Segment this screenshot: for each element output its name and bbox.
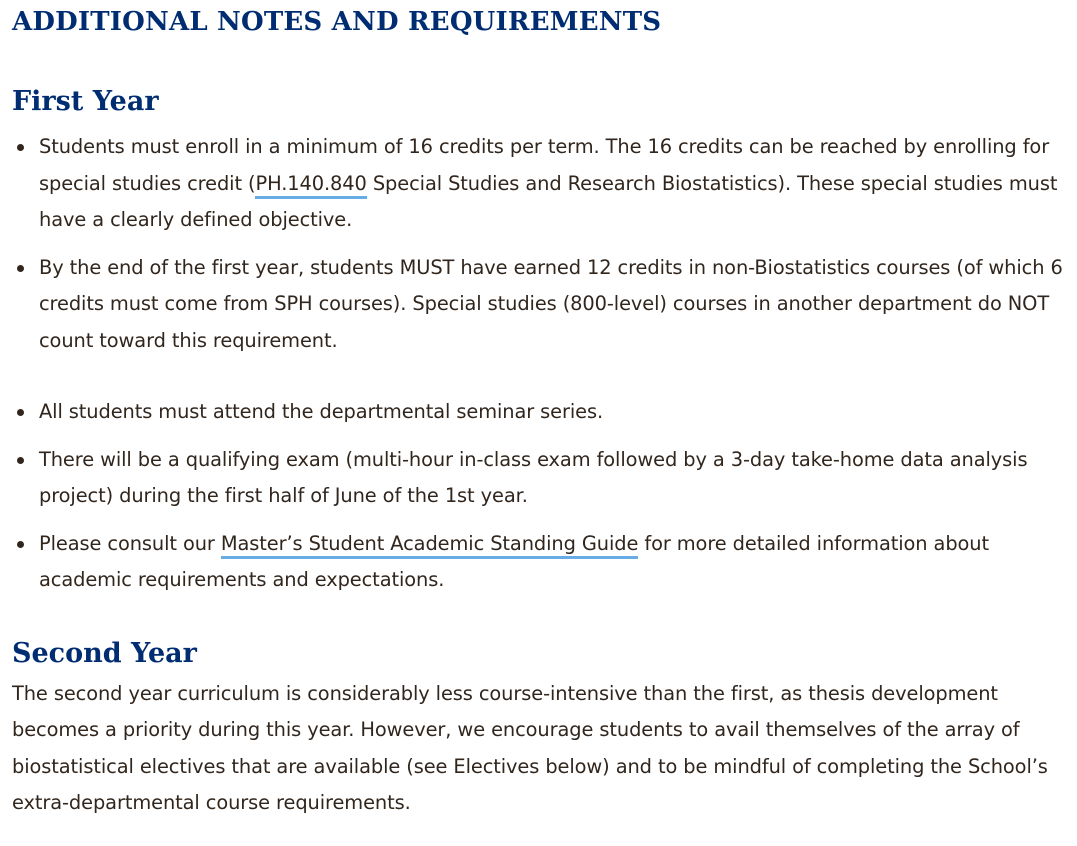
- list-item-non-biostat-credits: By the end of the first year, students MUST have earned 12 credits in non-Biostatistics courses (of which 6 credits must come from SPH courses). Special studies (800-level) courses in another department do NOT count toward this requirement.: [12, 250, 1072, 360]
- academic-standing-guide-link[interactable]: Master’s Student Academic Standing Guide: [221, 532, 638, 559]
- list-item-seminar-series: All students must attend the departmental seminar series.: [12, 394, 1072, 431]
- list-item-academic-standing: Please consult our Master’s Student Academic Standing Guide for more detailed information about academic requirements and expectations.: [12, 526, 1072, 599]
- course-link-ph-140-840[interactable]: PH.140.840: [255, 172, 366, 199]
- second-year-description: The second year curriculum is considerably less course-intensive than the first, as thesis development becomes a priority during this year. However, we encourage students to avail themselves of the array of biostatistical electives that are available (see Electives below) and to be mindful of completing the School’s extra-departmental course requirements.: [12, 681, 1048, 814]
- list-item-qualifying-exam: There will be a qualifying exam (multi-hour in-class exam followed by a 3-day take-home data analysis project) during the first half of June of the 1st year.: [12, 442, 1072, 515]
- second-year-heading: Second Year: [12, 637, 197, 669]
- list-item-minimum-credits: Students must enroll in a minimum of 16 credits per term. The 16 credits can be reached by enrolling for special studies credit (PH.140.840 Special Studies and Research Biostatistics). These special studies must have a clearly defined objective.: [12, 129, 1072, 239]
- first-year-requirements-list: [12, 129, 1072, 599]
- first-year-heading: First Year: [12, 86, 159, 117]
- section-title: ADDITIONAL NOTES AND REQUIREMENTS: [12, 7, 662, 37]
